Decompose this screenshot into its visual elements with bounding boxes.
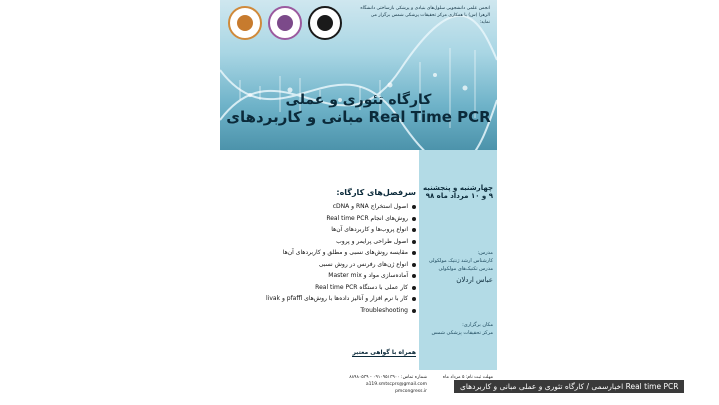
- instructor-role-2: مدرس تکنیک‌های مولکولی: [438, 266, 493, 272]
- topic-item: روش‌های انجام Real time PCR: [226, 213, 416, 225]
- instructor-role-1: کارشناس ارشد ژنتیک مولکولی: [428, 258, 493, 264]
- poster-title: [220, 92, 497, 126]
- workshop-poster: [220, 0, 497, 405]
- title-line-2: مبانی و کاربردهای Real Time PCR: [226, 108, 491, 126]
- workshop-days: چهارشنبه و پنجشنبه: [422, 184, 493, 192]
- contact-website: pmcongress.ir: [395, 389, 427, 394]
- contact-phone: شماره تماس: ۰۹۱۰۹۵۱۳۹۰۰ - ۸۸۹۸۰۵۳۹: [349, 375, 427, 380]
- location-value: مرکز تحقیقات پزشکی شمس: [431, 330, 493, 336]
- news-caption-bar[interactable]: Real time PCR اخبارسمی / کارگاه تئوری و عملی مبانی و کاربردهای: [454, 380, 684, 393]
- topics-list: [226, 201, 416, 316]
- instructor-label: مدرس:: [477, 250, 493, 256]
- certificate-text: همراه با گواهی معتبر: [352, 349, 416, 356]
- registration-deadline: مهلت ثبت نام: ۵ مرداد ماه: [442, 375, 493, 380]
- topics-title: سرفصل‌های کارگاه:: [336, 188, 416, 197]
- topic-item: Troubleshooting: [226, 305, 416, 317]
- contact-email: a119.smtscprs@gmail.com: [365, 382, 427, 387]
- topics-section: [226, 188, 416, 316]
- topic-item: مقایسه روش‌های نسبی و مطلق و کاربردهای آن‌ها: [226, 247, 416, 259]
- topic-item: اصول استخراج RNA و cDNA: [226, 201, 416, 213]
- title-line-1: کارگاه تئوری و عملی: [285, 92, 432, 108]
- alzahra-logo: [308, 6, 342, 40]
- shams-logo: [228, 6, 262, 40]
- association-logo: [268, 6, 302, 40]
- topic-item: انواع ژن‌های رفرنس در روش نسبی: [226, 259, 416, 271]
- dna-hero-banner: [220, 0, 497, 150]
- workshop-date-range: ۹ و ۱۰ مرداد ماه ۹۸: [425, 192, 493, 200]
- topic-item: کار عملی با دستگاه Real time PCR: [226, 282, 416, 294]
- location-label: مکان برگزاری:: [462, 322, 493, 328]
- organizer-text: انجمن علمی دانشجویی سلول‌های بنیادی و پزشکی بازساختی دانشگاه الزهرا (س) با همکاری مرکز تحقیقات پزشکی شمس برگزار می نماید:: [360, 6, 490, 25]
- certificate-note: [226, 349, 416, 356]
- sponsor-logos: [228, 6, 342, 40]
- topic-item: اصول طراحی پرایمر و پروب: [226, 236, 416, 248]
- topic-item: کار با نرم افزار و آنالیز داده‌ها با روش‌های pfaffl و livak: [226, 293, 416, 305]
- info-side-panel: [419, 150, 497, 380]
- topic-item: انواع پروب‌ها و کاربردهای آن‌ها: [226, 224, 416, 236]
- topic-item: آماده‌سازی مواد و Master mix: [226, 270, 416, 282]
- instructor-name: عباس اردلان: [456, 276, 493, 284]
